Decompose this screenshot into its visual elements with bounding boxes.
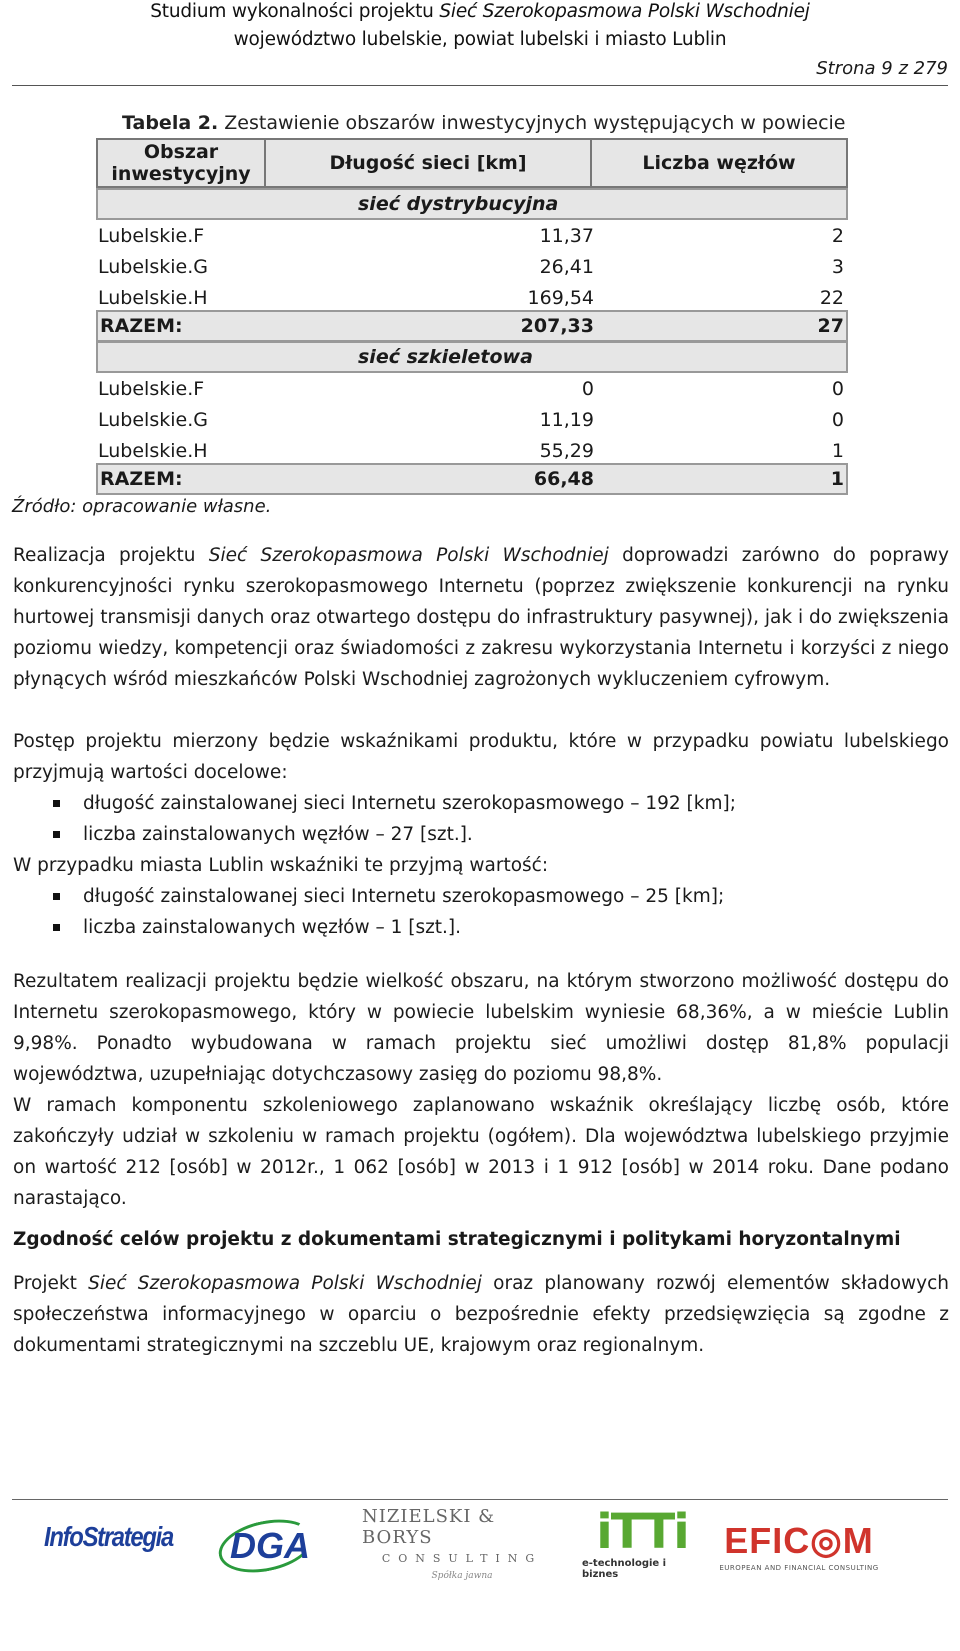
cell-area: Lubelskie.F (98, 225, 205, 247)
header-nodes: Liczba węzłów (642, 152, 796, 174)
dga-logo-text: DGA (230, 1525, 310, 1566)
itti-logo (582, 1504, 702, 1580)
header-length: Długość sieci [km] (266, 140, 592, 186)
p6-rest: oraz planowany rozwój elementów składowych społeczeństwa informacyjnego w oparciu o bezpośrednie efekty przedsięwzięcia są zgodne z dokumentami strategicznymi na szczeblu UE, krajowym oraz regionalnym. (13, 1273, 949, 1356)
footer-divider (12, 1499, 948, 1500)
nb-logo-line1: NIZIELSKI & BORYS (362, 1505, 496, 1548)
page-number: Strona 9 z 279 (816, 58, 948, 79)
header-title (0, 1, 960, 22)
table-caption-text: Zestawienie obszarów inwestycyjnych występujących w powiecie (218, 112, 846, 134)
page-header (0, 0, 960, 90)
cell-area: Lubelskie.H (98, 440, 208, 462)
cell-total-length: 66,48 (533, 468, 594, 490)
section-row-backbone (96, 341, 848, 373)
bullet-list-powiat (13, 788, 736, 850)
cell-nodes: 2 (831, 225, 844, 247)
cell-length: 26,41 (539, 256, 594, 278)
eficom-logo (719, 1511, 879, 1581)
paragraph-project-impact (13, 540, 949, 695)
list-item: długość zainstalowanej sieci Internetu szerokopasmowego – 25 [km]; (13, 881, 724, 912)
paragraph-compliance (13, 1268, 949, 1361)
paragraph-results: Rezultatem realizacji projektu będzie wielkość obszaru, na którym stworzono możliwość dostępu do Internetu szerokopasmowego, który w powiecie lubelskim wyniesie 68,36%, a w mieście Lublin 9,98%. Ponadto wybudowana w ramach projektu sieć umożliwi dostęp 81,8% populacji województwa, uzupełniając dotychczasowy zasięg do poziomu 98,8%. (13, 971, 949, 1085)
table-row (96, 251, 848, 283)
p1-rest: doprowadzi zarówno do poprawy konkurencyjności rynku szerokopasmowego Internetu (poprzez zwiększenie konkurencji na rynku hurtowej transmisji danych oraz otwartego dostępu do infrastruktury pasywnej), jak i do zwiększenia poziomu wiedzy, kompetencji oraz świadomości z zakresu wykorzystania Internetu i korzyści z niego płynących wśród mieszkańców Polski Wschodniej zagrożonych wykluczeniem cyfrowym. (13, 545, 949, 690)
list-item: liczba zainstalowanych węzłów – 27 [szt.]. (13, 819, 736, 850)
p6-project-name: Sieć Szerokopasmowa Polski Wschodniej (88, 1273, 482, 1294)
table-caption (122, 112, 846, 134)
section-title-backbone: sieć szkieletowa (358, 346, 533, 368)
cell-nodes: 0 (831, 409, 844, 431)
cell-total-nodes: 27 (817, 315, 844, 337)
cell-area: Lubelskie.G (98, 256, 208, 278)
table-total-row (96, 310, 848, 342)
p6-start: Projekt (13, 1273, 89, 1294)
header-title-project: Sieć Szerokopasmowa Polski Wschodniej (439, 1, 810, 22)
p1-project-name: Sieć Szerokopasmowa Polski Wschodniej (208, 545, 609, 566)
table-row (96, 404, 848, 436)
p1-start: Realizacja projektu (13, 545, 209, 566)
cell-nodes: 1 (831, 440, 844, 462)
cell-area: Lubelskie.F (98, 378, 205, 400)
table-total-row (96, 463, 848, 495)
infostrategia-logo: InfoStrategia (44, 1521, 173, 1552)
cell-length: 11,19 (539, 409, 594, 431)
nb-logo-line2: CONSULTING (381, 1551, 543, 1565)
table-header-row (96, 138, 848, 188)
cell-total-nodes: 1 (830, 468, 844, 490)
header-divider (12, 85, 948, 86)
list-item: długość zainstalowanej sieci Internetu szerokopasmowego – 192 [km]; (13, 788, 736, 819)
dga-logo (210, 1517, 330, 1575)
paragraph-indicators-lublin: W przypadku miasta Lublin wskaźniki te przyjmą wartość: (13, 855, 549, 876)
header-title-prefix: Studium wykonalności projektu (150, 1, 440, 22)
eficom-logo-tagline: EUROPEAN AND FINANCIAL CONSULTING (719, 1564, 879, 1572)
section-row-distribution (96, 188, 848, 220)
table-row (96, 220, 848, 252)
table-row (96, 373, 848, 405)
header-area: Obszar inwestycyjny (98, 140, 266, 186)
nb-logo-line3: Spółka jawna (431, 1570, 493, 1581)
page-footer (12, 1495, 948, 1645)
cell-length: 169,54 (527, 287, 594, 309)
cell-length: 11,37 (539, 225, 594, 247)
cell-area: Lubelskie.G (98, 409, 208, 431)
cell-area: Lubelskie.H (98, 287, 208, 309)
cell-length: 0 (581, 378, 594, 400)
cell-total-length: 207,33 (520, 315, 594, 337)
nizielski-borys-logo (362, 1505, 562, 1581)
cell-total-label: RAZEM: (100, 315, 183, 337)
section-heading-compliance: Zgodność celów projektu z dokumentami strategicznymi i politykami horyzontalnymi (13, 1229, 901, 1250)
cell-length: 55,29 (539, 440, 594, 462)
cell-nodes: 22 (819, 287, 844, 309)
section-title-distribution: sieć dystrybucyjna (358, 193, 559, 215)
cell-total-label: RAZEM: (100, 468, 183, 490)
cell-nodes: 3 (831, 256, 844, 278)
header-subtitle: województwo lubelskie, powiat lubelski i miasto Lublin (233, 29, 727, 50)
itti-logo-word: iTTi (596, 1504, 688, 1560)
bullet-list-lublin (13, 881, 724, 943)
eficom-logo-word: EFIC◎M (724, 1520, 874, 1561)
table-source-note: Źródło: opracowanie własne. (12, 496, 272, 517)
paragraph-indicators-powiat: Postęp projektu mierzony będzie wskaźnikami produktu, które w przypadku powiatu lubelskiego przyjmują wartości docelowe: (13, 731, 949, 783)
itti-logo-tagline: e-technologie i biznes (582, 1558, 667, 1580)
list-item: liczba zainstalowanych węzłów – 1 [szt.]. (13, 912, 724, 943)
cell-nodes: 0 (831, 378, 844, 400)
table-caption-label: Tabela 2. (122, 112, 219, 134)
paragraph-training: W ramach komponentu szkoleniowego zaplanowano wskaźnik określający liczbę osób, które zakończyły udział w szkoleniu w ramach projektu (ogółem). Dla województwa lubelskiego przyjmie on wartość 212 [osób] w 2012r., 1 062 [osób] w 2013 i 1 912 [osób] w 2014 roku. Dane podano narastająco. (13, 1095, 949, 1209)
